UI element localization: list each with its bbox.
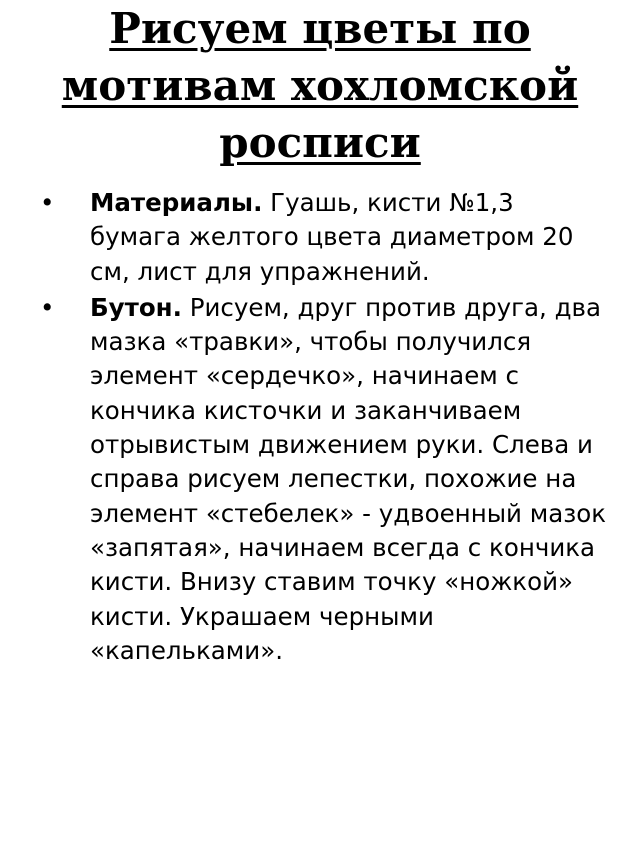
bullet-icon: •	[40, 188, 55, 217]
slide-title: Рисуем цветы по мотивам хохломской росписи	[61, 4, 579, 167]
materials-text: Гуашь, кисти №1,3 бумага желтого цвета диаметром 20 см, лист для упражнений.	[90, 188, 574, 286]
list-item-materials	[40, 186, 610, 289]
bud-text: Рисуем, друг против друга, два мазка «травки», чтобы получился элемент «сердечко», начинаем с кончика кисточки и заканчиваем отрывистым движением руки. Слева и справа рисуем лепестки, похожие на элемент «стебелек» - удвоенный мазок «запятая», начинаем всегда с кончика кисти. Внизу ставим точку «ножкой» кисти. Украшаем черными «капельками».	[90, 292, 607, 665]
bullet-icon: •	[40, 292, 55, 322]
bullet-list	[40, 186, 610, 670]
materials-heading: Материалы.	[90, 188, 263, 217]
bud-heading: Бутон.	[90, 292, 182, 322]
list-item-bud	[40, 291, 610, 668]
